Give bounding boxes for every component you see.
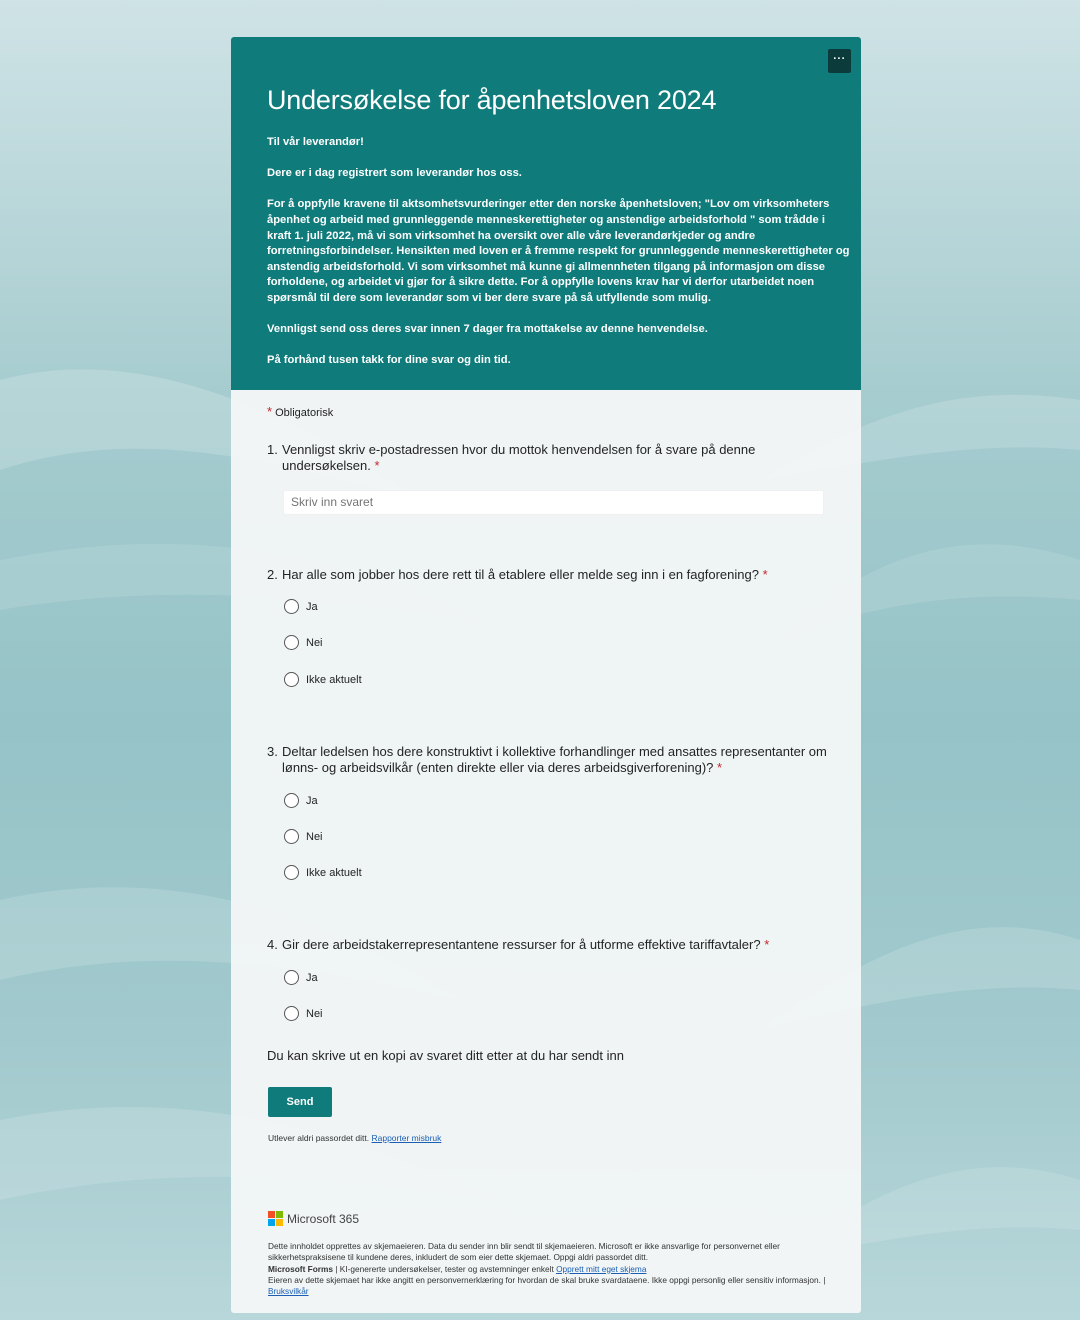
brand-name: Microsoft 365 [287,1211,360,1226]
q3-option-ikke-aktuelt[interactable] [284,865,362,880]
password-warning: Utlever aldri passordet ditt. [268,1133,370,1143]
question-text [282,442,827,474]
report-abuse-link[interactable]: Rapporter misbruk [371,1133,442,1143]
q4-option-ja[interactable] [284,970,318,985]
create-form-link[interactable]: Opprett mitt eget skjema [556,1263,647,1274]
footer-line-3 [268,1275,828,1298]
intro-thanks: På forhånd tusen takk for dine svar og din tid. [267,354,511,367]
option-label: Nei [306,830,323,843]
microsoft-365-logo [268,1211,359,1226]
footer-disclaimer [268,1241,828,1297]
option-label: Ja [306,600,318,613]
form-header [231,37,861,390]
question-2 [267,567,827,583]
q2-option-ikke-aktuelt[interactable] [284,672,362,687]
option-label: Ikke aktuelt [306,673,362,686]
intro-purpose: For å oppfylle kravene til aktsomhetsvurderinger etter den norske åpenhetsloven; "Lov om virksomheters åpenhet og arbeid med grunnleggende menneskerettigheter og anstendige arbeidsforhold " som trådde i kraft 1. juli 2022, må vi som virksomhet ha oversikt over alle våre leverandørkjeder og andre forretningsforbindelser. Hensikten med loven er å fremme respekt for grunnleggende menneskerettigheter og anstendig arbeidsforhold. Vi som virksomhet må kunne gi allmennheten tilgang på informasjon om disse forholdene, og arbeidet vi gjør for å sikre dette. For å oppfylle lovens krav har vi derfor utarbeidet noen spørsmål til dere som leverandør som vi ber dere svare på så utfyllende som mulig. [267,198,850,304]
form-card [231,37,861,1313]
option-label: Ja [306,794,318,807]
question-number: 1. [267,442,278,457]
option-label: Nei [306,1007,323,1020]
terms-link[interactable]: Bruksvilkår [268,1286,309,1297]
q2-option-nei[interactable] [284,635,323,650]
required-star: * [267,404,273,419]
radio-button[interactable] [284,1006,299,1021]
intro-deadline: Vennligst send oss deres svar innen 7 dager fra mottakelse av denne henvendelse. [267,323,708,336]
question-label: Har alle som jobber hos dere rett til å etablere eller melde seg inn i en fagforening? [282,567,759,582]
forms-tagline: | KI-genererte undersøkelser, tester og avstemninger enkelt [333,1263,557,1274]
required-star: * [764,937,770,952]
radio-button[interactable] [284,635,299,650]
send-button[interactable]: Send [268,1087,332,1117]
form-description [267,135,851,385]
footer-line-1: Dette innholdet opprettes av skjemaeieren. Data du sender inn blir sendt til skjemaeieren. Microsoft er ikke ansvarlige for personvernet eller sikkerhetspraksisene til kundene deres, inkludert de som eier dette skjemaet. Oppgi aldri passordet ditt. [268,1241,780,1263]
more-options-button[interactable]: ··· [828,49,851,73]
question-label: Gir dere arbeidstakerrepresentantene ressurser for å utforme effektive tariffavtaler? [282,937,761,952]
required-star: * [717,760,723,775]
footer-line-2 [268,1264,828,1275]
option-label: Nei [306,636,323,649]
q3-option-ja[interactable] [284,793,318,808]
radio-button[interactable] [284,599,299,614]
question-text [282,744,827,776]
radio-button[interactable] [284,970,299,985]
radio-button[interactable] [284,672,299,687]
question-label: Vennligst skriv e-postadressen hvor du mottok henvendelsen for å svare på denne undersøkelsen. [282,442,756,473]
email-answer-input[interactable] [283,490,824,515]
password-note [268,1133,441,1143]
option-label: Ja [306,971,318,984]
required-star: * [762,567,768,582]
question-4 [267,937,827,953]
required-label: Obligatorisk [275,407,334,419]
q2-option-ja[interactable] [284,599,318,614]
q4-option-nei[interactable] [284,1006,323,1021]
forms-brand: Microsoft Forms [268,1263,333,1274]
privacy-notice: Eieren av dette skjemaet har ikke angitt en personvernerklæring for hvordan de skal bruke svardataene. Ikke oppgi personlig eller sensitiv informasjon. | [268,1274,826,1285]
radio-button[interactable] [284,829,299,844]
option-label: Ikke aktuelt [306,866,362,879]
required-note [267,404,333,419]
required-star: * [374,458,380,473]
intro-greeting: Til vår leverandør! [267,136,364,148]
q3-option-nei[interactable] [284,829,323,844]
print-copy-note: Du kan skrive ut en kopi av svaret ditt etter at du har sendt inn [267,1048,624,1063]
microsoft-logo-icon [268,1211,283,1226]
form-title: Undersøkelse for åpenhetsloven 2024 [267,85,717,115]
radio-button[interactable] [284,865,299,880]
question-text [282,567,768,583]
question-text [282,937,769,953]
question-1 [267,442,827,474]
question-number: 3. [267,744,278,759]
intro-registered: Dere er i dag registrert som leverandør hos oss. [267,167,522,180]
radio-button[interactable] [284,793,299,808]
question-number: 2. [267,567,278,582]
question-3 [267,744,827,776]
question-number: 4. [267,937,278,952]
question-label: Deltar ledelsen hos dere konstruktivt i kollektive forhandlinger med ansattes representanter om lønns- og arbeidsvilkår (enten direkte eller via deres arbeidsgiverforening)? [282,744,827,775]
